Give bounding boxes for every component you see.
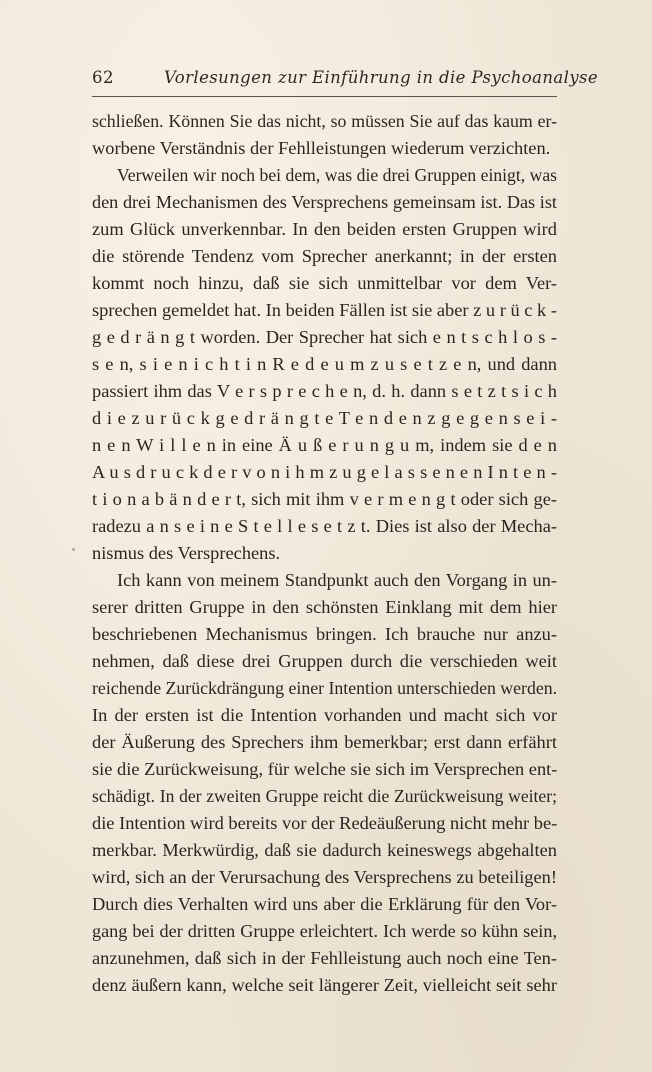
text-line: n e n W i l l e n in eine Ä u ß e r u n g u m, indem sie d e n xyxy=(92,435,557,455)
text-line: t i o n a b ä n d e r t, sich mit ihm v e r m e n g t oder sich ge- xyxy=(92,489,557,509)
text-line: zum Glück unverkennbar. In den beiden ersten Gruppen wird xyxy=(92,219,557,239)
text-line: schließen. Können Sie das nicht, so müssen Sie auf das kaum er- xyxy=(92,111,557,131)
text-line: sie die Zurückweisung, für welche sie sich im Versprechen ent- xyxy=(92,759,558,779)
text-line: In der ersten ist die Intention vorhanden und macht sich vor xyxy=(92,705,557,725)
text-line: serer dritten Gruppe in den schönsten Einklang mit dem hier xyxy=(92,597,557,617)
text-line: denz äußern kann, welche seit längerer Zeit, vielleicht seit sehr xyxy=(92,975,557,995)
text-line: nehmen, daß diese drei Gruppen durch die verschieden weit xyxy=(92,651,557,671)
text-line: wird, sich an der Verursachung des Versprechens zu beteiligen! xyxy=(92,867,557,887)
page-header xyxy=(92,64,599,90)
text-line: reichende Zurückdrängung einer Intention unterschieden werden. xyxy=(92,678,558,698)
text-line: merkbar. Merkwürdig, daß sie dadurch keineswegs abgehalten xyxy=(92,840,557,860)
text-line: beschriebenen Mechanismus bringen. Ich brauche nur anzu- xyxy=(92,624,557,644)
text-line: g e d r ä n g t worden. Der Sprecher hat sich e n t s c h l o s - xyxy=(92,327,557,347)
text-line: radezu a n s e i n e S t e l l e s e t z t. Dies ist also der Mecha- xyxy=(92,516,557,536)
margin-speck xyxy=(72,548,75,551)
page-number: 62 xyxy=(92,68,114,87)
text-line: den drei Mechanismen des Versprechens gemeinsam ist. Das ist xyxy=(92,192,557,212)
text-line: anzunehmen, daß sich in der Fehlleistung auch noch eine Ten- xyxy=(92,948,557,968)
text-line: d i e z u r ü c k g e d r ä n g t e T e n d e n z g e g e n s e i - xyxy=(92,408,557,428)
text-line: Durch dies Verhalten wird uns aber die Erklärung für den Vor- xyxy=(92,894,557,914)
text-line: Ich kann von meinem Standpunkt auch den Vorgang in un- xyxy=(117,570,557,590)
header-rule xyxy=(92,96,557,97)
running-head: Vorlesungen zur Einführung in die Psychoanalyse xyxy=(164,68,599,87)
text-line: die Intention wird bereits vor der Redeäußerung nicht mehr be- xyxy=(92,813,558,833)
text-line: Verweilen wir noch bei dem, was die drei Gruppen einigt, was xyxy=(117,165,557,185)
text-line: nismus des Versprechens. xyxy=(92,543,281,563)
text-line: passiert ihm das V e r s p r e c h e n, d. h. dann s e t z t s i c h xyxy=(92,381,557,401)
text-line: worbene Verständnis der Fehlleistungen wiederum verzichten. xyxy=(92,138,551,158)
text-line: gang bei der dritten Gruppe erleichtert. Ich werde so kühn sein, xyxy=(92,921,557,941)
text-line: der Äußerung des Sprechers ihm bemerkbar; erst dann erfährt xyxy=(92,732,557,752)
text-line: s e n, s i e n i c h t i n R e d e u m z u s e t z e n, und dann xyxy=(92,354,557,374)
text-line: die störende Tendenz vom Sprecher anerkannt; in der ersten xyxy=(92,246,557,266)
text-line: sprechen gemeldet hat. In beiden Fällen ist sie aber z u r ü c k - xyxy=(92,300,557,320)
text-line: schädigt. In der zweiten Gruppe reicht die Zurückweisung weiter; xyxy=(92,786,557,806)
body-text xyxy=(92,108,557,999)
text-line: A u s d r u c k d e r v o n i h m z u g e l a s s e n e n I n t e n - xyxy=(92,462,557,482)
text-line: kommt noch hinzu, daß sie sich unmittelbar vor dem Ver- xyxy=(92,273,557,293)
